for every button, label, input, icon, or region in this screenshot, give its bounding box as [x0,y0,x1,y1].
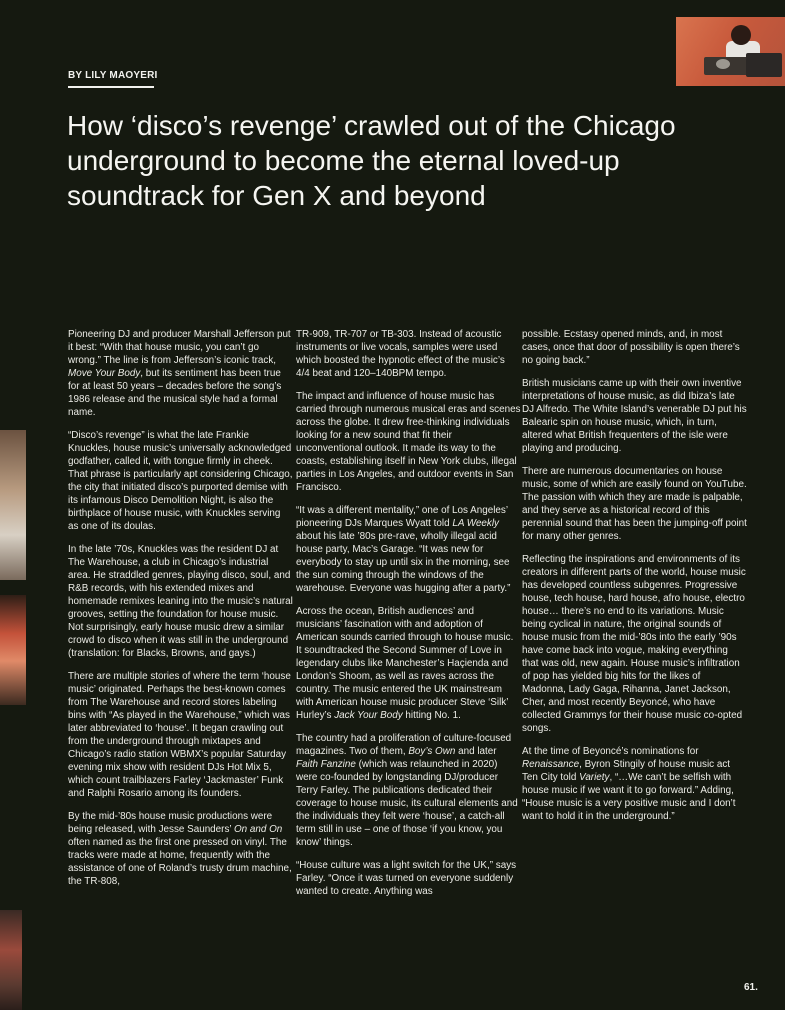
article-paragraph: Across the ocean, British audiences’ and musicians’ fascination with and adoption of American sounds carried through to house music. It soundtracked the Second Summer of Love in legendary clubs like Manchester’s Haçienda and London’s Shoom, as well as raves across the country. The music entered the UK mainstream with American house music producer Steve ‘Silk’ Hurley’s Jack Your Body hitting No. 1. [296,606,514,721]
italic-title: On and On [233,824,283,835]
article-paragraph: At the time of Beyoncé’s nominations for Renaissance, Byron Stingily of house music act Ten City told Variety, “…We can’t be selfish with house music if we want it to go forward.” Adding, “House music is a very positive music and I don’t want to hold it in the underground.” [522,746,736,822]
photo-record [716,59,730,69]
article-paragraph: Pioneering DJ and producer Marshall Jefferson put it best: “With that house music, you can’t go wrong.” The line is from Jefferson’s iconic track, Move Your Body, but its sentiment has been true for at least 50 years – decades before the song’s 1986 release and the musical style had a formal name. [68,329,291,418]
article-column-2 [296,328,521,908]
italic-title: Variety [579,772,610,783]
article-paragraph: The country had a proliferation of culture-focused magazines. Two of them, Boy’s Own and later Faith Fanzine (which was relaunched in 2020) were co-founded by longstanding DJ/producer Terry Farley. The publications dedicated their coverage to house music, its cultural elements and the individuals they felt were ‘house’, a catch-all term still in use – one of those ‘if you know, you know’ things. [296,733,518,848]
photo-mixer [746,53,782,77]
article-paragraph: British musicians came up with their own inventive interpretations of house music, as did Ibiza’s late DJ Alfredo. The White Island’s venerable DJ put his Balearic spin on house music, which, in turn, altered what British frequenters of the isle were playing and producing. [522,378,747,454]
left-photo-fragment-3 [0,910,22,1010]
article-paragraph: possible. Ecstasy opened minds, and, in most cases, once that door of possibility is open there’s no going back.” [522,329,740,366]
italic-title: Move Your Body [68,368,141,379]
italic-title: Boy’s Own [408,746,456,757]
photo-person-head [731,25,751,45]
article-paragraph: “House culture was a light switch for the UK,” says Farley. “Once it was turned on everyone suddenly wanted to create. Anything was [296,860,517,897]
headline: How ‘disco’s revenge’ crawled out of the Chicago underground to become the eternal loved-up soundtrack for Gen X and beyond [67,110,676,211]
article-paragraph: In the late ’70s, Knuckles was the resident DJ at The Warehouse, a club in Chicago’s industrial area. He straddled genres, playing disco, soul, and R&B records, with his extended mixes and homemade remixes leaning into the music’s natural grooves, setting the foundation for house music. Not surprisingly, early house music drew a similar crowd to disco when it was still in the underground (translation: for Blacks, Browns, and gays.) [68,544,293,659]
article-paragraph: “Disco’s revenge” is what the late Frankie Knuckles, house music’s universally acknowledged godfather, called it, with tongue firmly in cheek. That phrase is particularly apt considering Chicago, the city that initiated disco’s purported demise with its infamous Disco Demolition Night, is also the birthplace of house music, with Knuckles serving as one of its doulas. [68,430,293,532]
article-paragraph: There are numerous documentaries on house music, some of which are easily found on YouTube. The passion with which they are made is palpable, and they serve as a historical record of this perennial sound that has been the jumping-off point for many other genres. [522,466,747,542]
left-photo-fragment-2 [0,595,26,705]
article-paragraph: TR-909, TR-707 or TB-303. Instead of acoustic instruments or live vocals, samples were used which boosted the hypnotic effect of the music’s 4/4 beat and 120–140BPM tempo. [296,329,505,379]
byline-rule [68,86,154,88]
dj-photo [676,17,785,86]
italic-title: Jack Your Body [334,710,403,721]
article-paragraph: By the mid-’80s house music productions were being released, with Jesse Saunders’ On and On often named as the first one pressed on vinyl. The tracks were made at home, frequently with the assistance of one of Roland’s trusty drum machine, the TR-808, [68,811,292,887]
italic-title: Faith Fanzine [296,759,356,770]
italic-title: Renaissance [522,759,580,770]
article-paragraph: There are multiple stories of where the term ‘house music’ originated. Perhaps the best-known comes from The Warehouse and record stores labeling bins with “As played in the Warehouse,” which was later abbreviated to ‘house’. It began crawling out from the underground through mixtapes and Chicago’s radio station WBMX’s popular Saturday evening mix show with resident DJs Hot Mix 5, which count trailblazers Farley ‘Jackmaster’ Funk and Ralphi Rosario among its founders. [68,671,291,799]
italic-title: LA Weekly [452,518,499,529]
byline: BY LILY MAOYERI [68,70,158,81]
page-number: 61. [744,982,758,993]
article-paragraph: The impact and influence of house music has carried through numerous musical eras and scenes across the globe. It drew free-thinking individuals looking for a new sound that fit their unconventional outlook. It made its way to the coasts, establishing itself in New York clubs, illegal parties in Los Angeles, and outdoor events in San Francisco. [296,391,521,493]
article-paragraph: Reflecting the inspirations and environments of its creators in different parts of the world, house music has developed countless subgenres. Progressive house, tech house, hard house, afro house, electro house… there’s no end to its variations. Music being cyclical in nature, the original sounds of house music from the mid-’80s into the early ’90s have come back into vogue, making everything that was old, new again. House music’s infiltration of pop has yielded big hits for the likes of Madonna, Lady Gaga, Rihanna, Janet Jackson, Cher, and most recently Beyoncé, who have collected Grammys for their house music co-opted songs. [522,554,746,734]
article-paragraph: “It was a different mentality,” one of Los Angeles’ pioneering DJs Marques Wyatt told LA Weekly about his late ’80s pre-rave, wholly illegal acid house party, Mac’s Garage. “It was new for everybody to stay up until six in the morning, see the sun coming through the windows of the warehouse. Everyone was hugging after a party.” [296,505,511,594]
article-column-3 [522,328,747,833]
article-column-1 [68,328,293,898]
left-photo-fragment-1 [0,430,26,580]
